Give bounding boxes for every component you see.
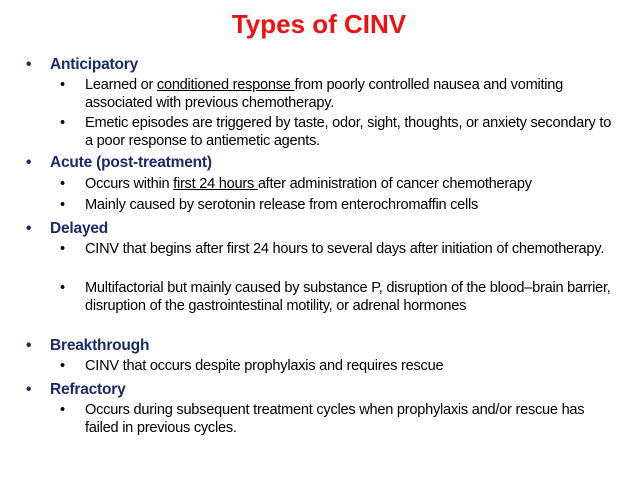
bullet-icon: • [60,402,65,418]
slide-title: Types of CINV [231,9,407,39]
item-text: from poorly controlled nausea and vomiting associated with previous chemotherapy. [85,77,564,111]
list-item [60,176,638,194]
bullet-icon: • [26,381,32,398]
bullet-icon: • [26,56,32,73]
bullet-icon: • [60,241,65,257]
heading-text: Breakthrough [50,337,150,354]
item-text: Emetic episodes are triggered by taste, odor, sight, thoughts, or anxiety secondary to a poor response to antiemetic agents. [85,115,612,149]
list-item [60,197,620,215]
underlined-text: first 24 hours [173,176,258,192]
heading-breakthrough [26,337,150,355]
bullet-icon: • [60,358,65,374]
list-item [60,358,620,376]
bullet-icon: • [60,77,65,93]
heading-text: Refractory [50,381,126,398]
list-item [60,241,620,259]
bullet-icon: • [60,115,65,131]
item-text: Occurs during subsequent treatment cycles when prophylaxis and/or rescue has failed in previous cycles. [85,402,585,436]
bullet-icon: • [26,220,32,237]
heading-text: Acute (post-treatment) [50,154,212,171]
list-item [60,77,620,112]
bullet-icon: • [60,176,65,192]
list-item [60,280,620,315]
item-text: Multifactorial but mainly caused by substance P, disruption of the blood–brain barrier, disruption of the gastrointestinal motility, or adrenal hormones [85,280,611,314]
bullet-icon: • [60,197,65,213]
bullet-icon: • [26,154,32,171]
heading-delayed [26,220,109,238]
heading-anticipatory [26,56,139,74]
bullet-icon: • [26,337,32,354]
underlined-text: conditioned response [156,77,295,93]
bullet-icon: • [60,280,65,296]
item-text: Learned or [85,77,157,93]
heading-text: Delayed [50,220,109,237]
heading-refractory [26,381,126,399]
heading-text: Anticipatory [50,56,139,73]
item-text: Occurs within [85,176,174,192]
heading-acute [26,154,212,172]
item-text: CINV that occurs despite prophylaxis and requires rescue [85,358,444,374]
list-item [60,115,620,150]
item-text: CINV that begins after first 24 hours to several days after initiation of chemotherapy. [85,241,605,257]
list-item [60,402,620,437]
item-text: Mainly caused by serotonin release from enterochromaffin cells [85,197,479,213]
item-text: after administration of cancer chemotherapy [257,176,532,192]
